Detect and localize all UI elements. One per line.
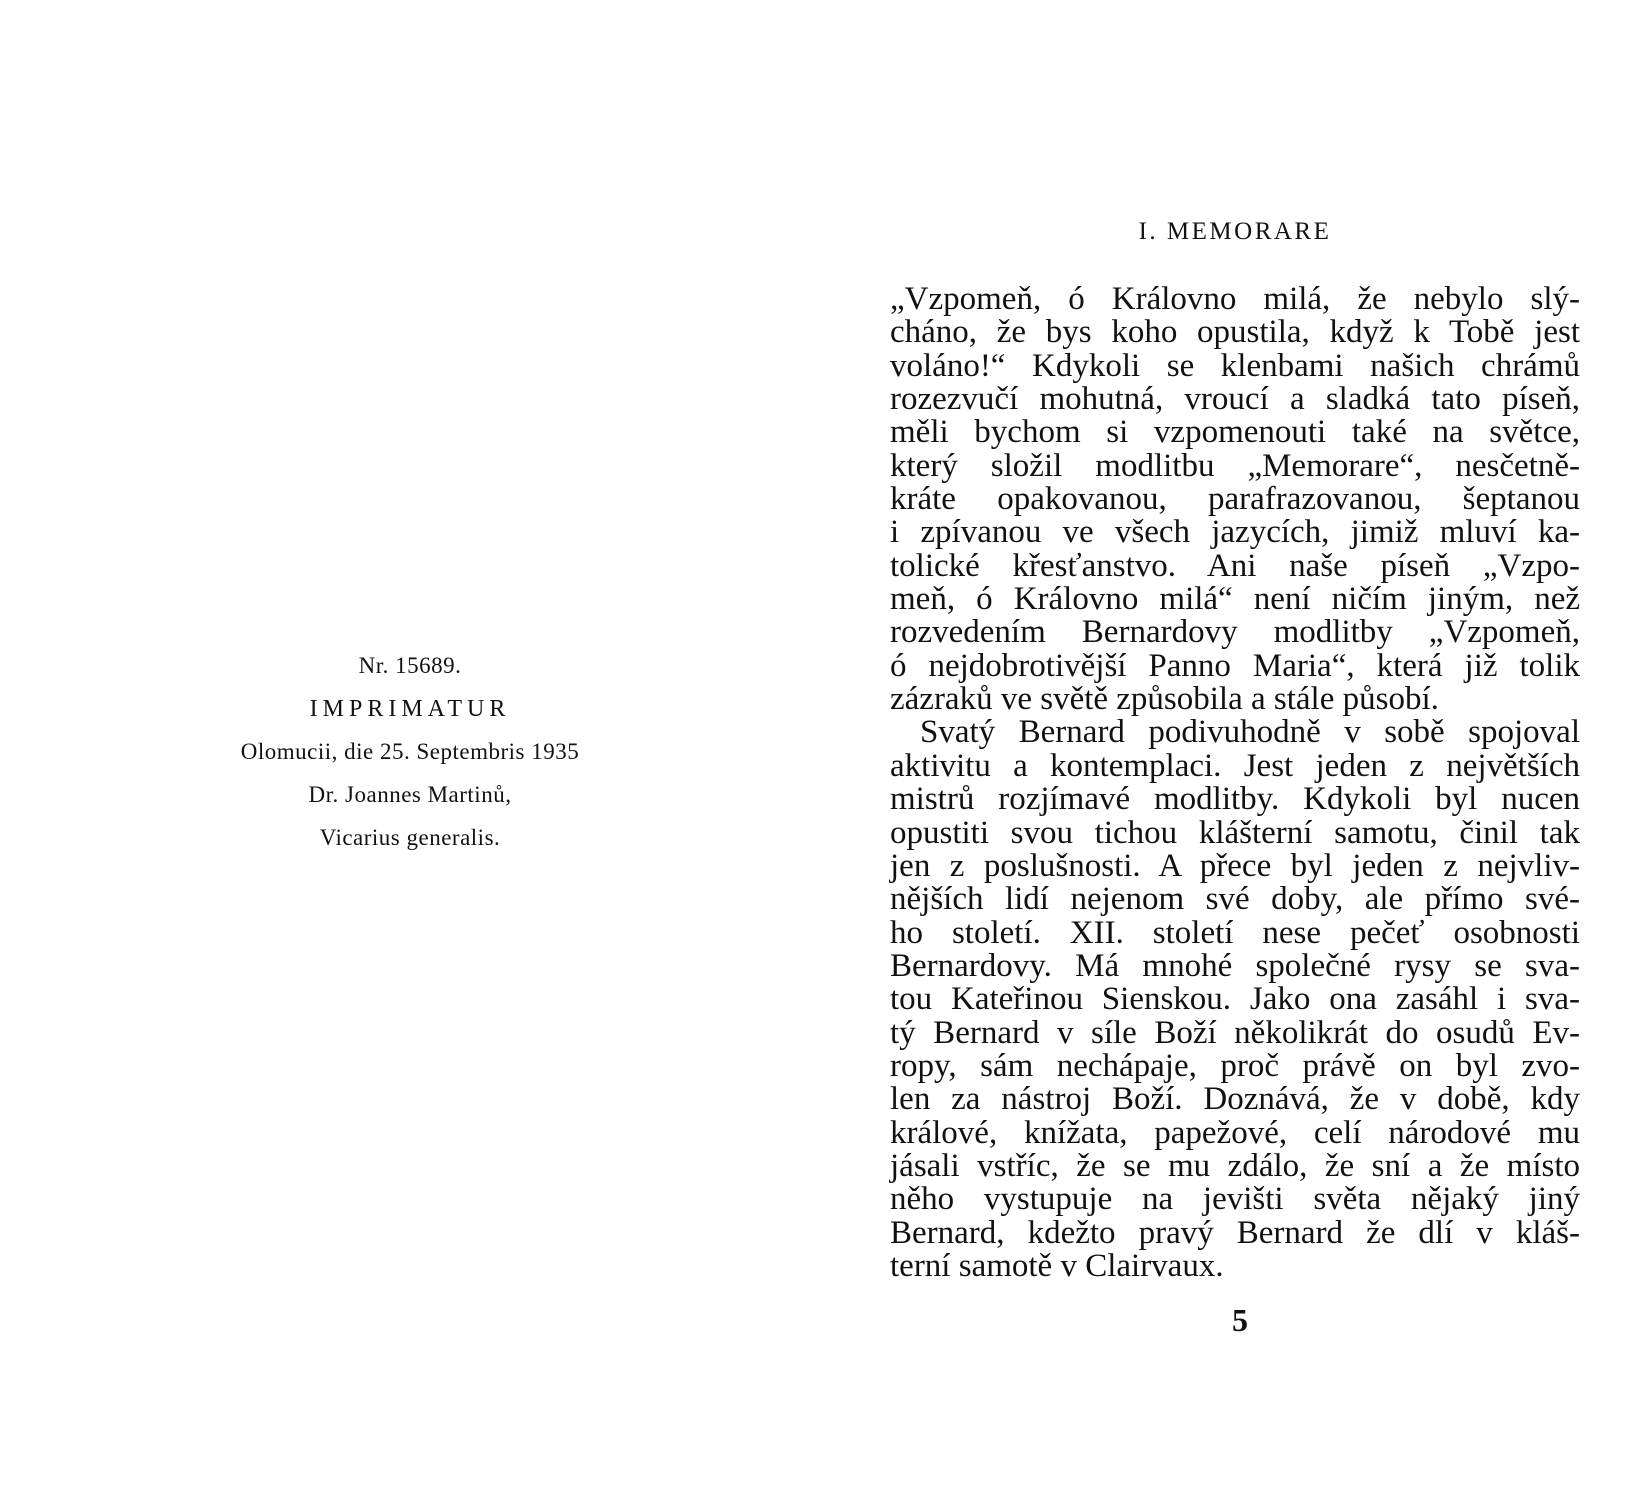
text-line: rozezvučí mohutná, vroucí a sladká tato píseň, <box>890 381 1580 418</box>
imprimatur-heading: IMPRIMATUR <box>309 696 511 722</box>
text-line: Svatý Bernard podivuhodně v sobě spojoval <box>920 714 1580 751</box>
body-text <box>890 283 1580 1283</box>
text-line: meň, ó Královno milá“ není ničím jiným, než <box>890 581 1580 618</box>
text-line: opustiti svou tichou klášterní samotu, činil tak <box>890 814 1580 851</box>
paragraph-2 <box>890 716 1580 1283</box>
text-line: ó nejdobrotivější Panno Maria“, která již tolik <box>890 647 1580 684</box>
text-line: jen z poslušnosti. A přece byl jeden z nejvliv- <box>890 847 1580 884</box>
text-line: aktivitu a kontemplaci. Jest jeden z největších <box>890 747 1580 784</box>
text-line: Bernardovy. Má mnohé společné rysy se sva- <box>890 947 1580 984</box>
chapter-title: I. MEMORARE <box>1138 218 1332 245</box>
imprimatur-signatory: Dr. Joannes Martinů, <box>308 782 512 807</box>
text-line: kráte opakovanou, parafrazovanou, šeptanou <box>890 481 1580 518</box>
text-line: nějších lidí nejenom své doby, ale přímo své- <box>890 881 1580 918</box>
text-line: králové, knížata, papežové, celí národové mu <box>890 1114 1580 1151</box>
text-line: ropy, sám nechápaje, proč právě on byl zvo- <box>890 1047 1580 1084</box>
text-line: něho vystupuje na jevišti světa nějaký jiný <box>890 1181 1580 1218</box>
text-line: tý Bernard v síle Boží několikrát do osudů Ev- <box>890 1014 1580 1051</box>
text-line: len za nástroj Boží. Doznává, že v době, kdy <box>890 1081 1580 1118</box>
text-line: i zpívanou ve všech jazycích, jimiž mluví ka- <box>890 514 1580 551</box>
imprimatur-role: Vicarius generalis. <box>319 825 501 850</box>
text-line: ho století. XII. století nese pečeť osobnosti <box>890 914 1580 951</box>
imprimatur-number: Nr. 15689. <box>358 653 462 678</box>
text-line: voláno!“ Kdykoli se klenbami našich chrámů <box>890 347 1580 384</box>
page-number: 5 <box>1232 1302 1248 1338</box>
text-line: jásali vstříc, že se mu zdálo, že sní a že místo <box>890 1147 1580 1184</box>
text-line: rozvedením Bernardovy modlitby „Vzpomeň, <box>890 614 1580 651</box>
text-line: „Vzpomeň, ó Královno milá, že nebylo slý- <box>890 281 1580 317</box>
imprimatur-block <box>180 650 640 865</box>
imprimatur-place-date: Olomucii, die 25. Septembris 1935 <box>240 739 580 764</box>
text-line: cháno, že bys koho opustila, když k Tobě jest <box>890 314 1580 351</box>
paragraph-1 <box>890 283 1580 716</box>
text-line: zázraků ve světě způsobila a stále působí. <box>890 681 1439 718</box>
text-line: tou Kateřinou Sienskou. Jako ona zasáhl i sva- <box>890 981 1580 1018</box>
text-line: který složil modlitbu „Memorare“, nesčetně- <box>890 447 1580 484</box>
text-line: mistrů rozjímavé modlitby. Kdykoli byl nucen <box>890 781 1580 818</box>
text-line: tolické křesťanstvo. Ani naše píseň „Vzpo- <box>890 547 1580 584</box>
text-line: měli bychom si vzpomenouti také na světce, <box>890 414 1580 451</box>
text-line: Bernard, kdežto pravý Bernard že dlí v kláš- <box>890 1214 1580 1251</box>
text-line: terní samotě v Clairvaux. <box>890 1247 1224 1284</box>
